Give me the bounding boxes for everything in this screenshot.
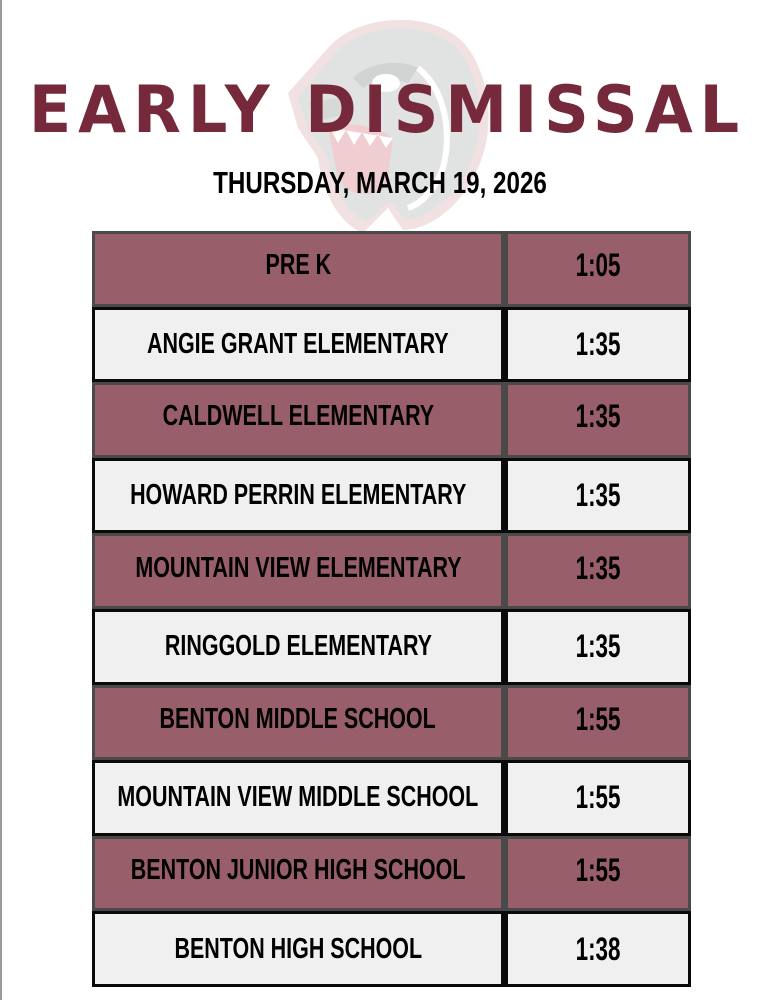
dismissal-time-cell (505, 836, 691, 912)
table-row (92, 609, 691, 685)
school-name-cell (92, 533, 505, 609)
dismissal-schedule-table (92, 231, 691, 987)
school-name: ANGIE GRANT ELEMENTARY (147, 327, 449, 360)
dismissal-time-cell (505, 458, 691, 534)
table-row (92, 533, 691, 609)
dismissal-time-cell (505, 231, 691, 307)
dismissal-time: 1:55 (575, 852, 621, 889)
school-name-cell (92, 458, 505, 534)
dismissal-time-cell (505, 382, 691, 458)
page-left-border (0, 0, 2, 1000)
table-row (92, 307, 691, 383)
dismissal-time-cell (505, 911, 691, 987)
table-row (92, 231, 691, 307)
dismissal-time: 1:35 (575, 628, 621, 665)
school-name: MOUNTAIN VIEW ELEMENTARY (134, 551, 462, 584)
dismissal-time: 1:55 (575, 779, 621, 816)
dismissal-time-cell (505, 609, 691, 685)
dismissal-time: 1:38 (575, 930, 621, 967)
dismissal-time: 1:05 (575, 247, 621, 284)
school-name: RINGGOLD ELEMENTARY (164, 630, 432, 663)
dismissal-time-cell (505, 533, 691, 609)
school-name-cell (92, 911, 505, 987)
school-name: CALDWELL ELEMENTARY (162, 400, 434, 433)
school-name: BENTON JUNIOR HIGH SCHOOL (130, 854, 466, 887)
dismissal-time: 1:35 (575, 398, 621, 435)
school-name: BENTON MIDDLE SCHOOL (159, 702, 437, 735)
school-name: PRE K (265, 249, 331, 282)
school-name: HOWARD PERRIN ELEMENTARY (129, 479, 467, 512)
dismissal-time: 1:35 (575, 549, 621, 586)
table-row (92, 911, 691, 987)
page-title: EARLY DISMISSAL (28, 71, 747, 148)
school-name-cell (92, 231, 505, 307)
dismissal-date: THURSDAY, MARCH 19, 2026 (213, 165, 547, 200)
school-name-cell (92, 307, 505, 383)
school-name-cell (92, 836, 505, 912)
school-name: MOUNTAIN VIEW MIDDLE SCHOOL (117, 781, 479, 814)
school-name-cell (92, 382, 505, 458)
dismissal-time-cell (505, 685, 691, 761)
school-name-cell (92, 685, 505, 761)
table-row (92, 382, 691, 458)
school-name: BENTON HIGH SCHOOL (174, 932, 422, 965)
table-row (92, 685, 691, 761)
dismissal-time-cell (505, 760, 691, 836)
table-row (92, 458, 691, 534)
dismissal-time: 1:35 (575, 325, 621, 362)
school-name-cell (92, 609, 505, 685)
dismissal-time: 1:55 (575, 700, 621, 737)
dismissal-time: 1:35 (575, 477, 621, 514)
school-name-cell (92, 760, 505, 836)
table-row (92, 760, 691, 836)
table-row (92, 836, 691, 912)
dismissal-time-cell (505, 307, 691, 383)
